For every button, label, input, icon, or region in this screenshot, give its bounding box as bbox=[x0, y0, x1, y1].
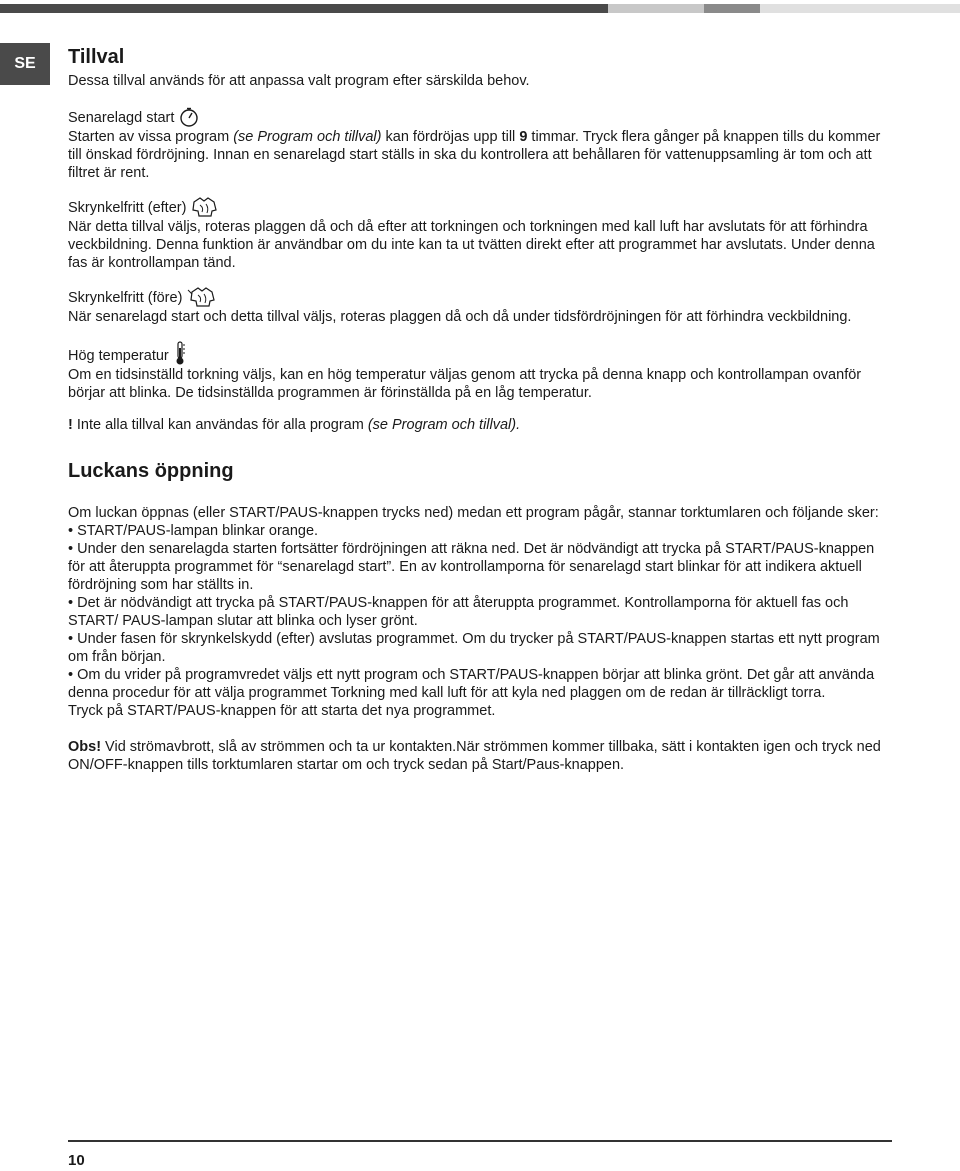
note-exclamation: ! bbox=[68, 417, 73, 433]
senarelagd-start-title: Senarelagd start bbox=[68, 110, 175, 126]
senarelagd-start-text bbox=[68, 128, 892, 182]
top-bar-dark-segment bbox=[0, 4, 608, 13]
text-emphasis: (se Program och tillval). bbox=[367, 417, 521, 433]
list-item: Tryck på START/PAUS-knappen för att starta det nya programmet. bbox=[68, 703, 496, 719]
tillval-title: Tillval bbox=[68, 46, 125, 68]
list-item: • Det är nödvändigt att trycka på START/PAUS-knappen för att återuppta programmet. Kontrollamporna för aktuell fas och START/ PAUS-lampan slutar att blinka och lyser grönt. bbox=[68, 595, 849, 629]
luckans-oppning-intro: Om luckan öppnas (eller START/PAUS-knappen trycks ned) medan ett program pågår, stannar torktumlaren och följande sker: bbox=[68, 505, 879, 521]
option-skrynkelfritt-efter bbox=[68, 196, 892, 272]
obs-note bbox=[68, 738, 892, 774]
option-title-row bbox=[68, 340, 892, 366]
text-emphasis: (se Program och tillval) bbox=[233, 129, 382, 145]
list-item: • START/PAUS-lampan blinkar orange. bbox=[68, 523, 319, 539]
option-skrynkelfritt-fore bbox=[68, 286, 892, 326]
thermometer-icon bbox=[173, 340, 187, 366]
obs-label: Obs! bbox=[68, 739, 102, 755]
option-hog-temperatur bbox=[68, 340, 892, 402]
text-part: kan fördröjas upp till bbox=[381, 129, 520, 145]
text-part: Inte alla tillval kan användas för alla program bbox=[72, 417, 368, 433]
language-tab: SE bbox=[0, 43, 50, 85]
list-item: • Om du vrider på programvredet väljs ett nytt program och START/PAUS-knappen börjar att blinka grönt. Det går att använda denna procedur för att välja programmet Torkning med kall luft för att kyla ned plaggen om de redan är tillräckligt torra. bbox=[68, 667, 875, 701]
footer-divider bbox=[68, 1140, 892, 1142]
option-senarelagd-start bbox=[68, 106, 892, 182]
luckans-oppning-title: Luckans öppning bbox=[68, 460, 234, 482]
text-number: 9 bbox=[519, 129, 528, 145]
hog-temperatur-text: Om en tidsinställd torkning väljs, kan en hög temperatur väljas genom att trycka på denna knapp och kontrollampan ovanför börjar att blinka. De tidsinställda programmen är förinställda på en låg temperatur. bbox=[68, 367, 862, 401]
timer-icon bbox=[178, 106, 200, 128]
top-bar-light-segment bbox=[608, 4, 704, 13]
obs-text: Vid strömavbrott, slå av strömmen och ta ur kontakten.När strömmen kommer tillbaka, sätt i kontakten igen och tryck ned ON/OFF-knappen tills torktumlaren startar om och tryck sedan på Start/Paus-knappen. bbox=[68, 739, 881, 773]
shirt-icon bbox=[186, 286, 218, 308]
skrynkelfritt-efter-text: När detta tillval väljs, roteras plaggen då och då efter att torkningen och torkningen med kall luft har avslutats för att förhindra veckbildning. Denna funktion är användbar om du inte kan ta ut tvätten direkt efter att programmet har avslutats. Under denna fas är kontrollampan tänd. bbox=[68, 219, 875, 271]
option-title-row bbox=[68, 286, 892, 308]
option-title-row bbox=[68, 196, 892, 218]
page-number: 10 bbox=[68, 1152, 85, 1169]
skrynkelfritt-fore-title: Skrynkelfritt (före) bbox=[68, 290, 183, 306]
top-bar-mid-segment bbox=[704, 4, 760, 13]
list-item: • Under den senarelagda starten fortsätter fördröjningen att räkna ned. Det är nödvändigt att trycka på START/PAUS-knappen för att återuppta programmet för “senarelagd start”. En av kontrollamporna för senarelagd start blinkar för att indikera aktuell fördröjning som har ställts in. bbox=[68, 541, 875, 593]
top-bar-pale-segment bbox=[760, 4, 960, 13]
skrynkelfritt-fore-text: När senarelagd start och detta tillval väljs, roteras plaggen då och då under tidsfördröjningen för att förhindra veckbildning. bbox=[68, 309, 852, 325]
skrynkelfritt-efter-title: Skrynkelfritt (efter) bbox=[68, 200, 187, 216]
shirt-icon bbox=[190, 196, 220, 218]
text-part: Starten av vissa program bbox=[68, 129, 234, 145]
list-item: • Under fasen för skrynkelskydd (efter) avslutas programmet. Om du trycker på START/PAUS-knappen startas ett nytt program om från början. bbox=[68, 631, 880, 665]
tillval-intro: Dessa tillval används för att anpassa valt program efter särskilda behov. bbox=[68, 73, 530, 89]
tillval-section bbox=[68, 44, 892, 449]
option-title-row bbox=[68, 106, 892, 128]
luckans-oppning-section bbox=[68, 458, 892, 789]
top-color-bar bbox=[0, 4, 960, 13]
text-part: timmar. Tryck flera gånger på knappen tills du kommer till önskad fördröjning. Innan en senarelagd start ställs in ska du kontrollera att behållaren för vattenuppsamling är tom och att filtret är rent. bbox=[68, 129, 881, 181]
hog-temperatur-title: Hög temperatur bbox=[68, 348, 169, 364]
tillval-note bbox=[68, 416, 892, 434]
